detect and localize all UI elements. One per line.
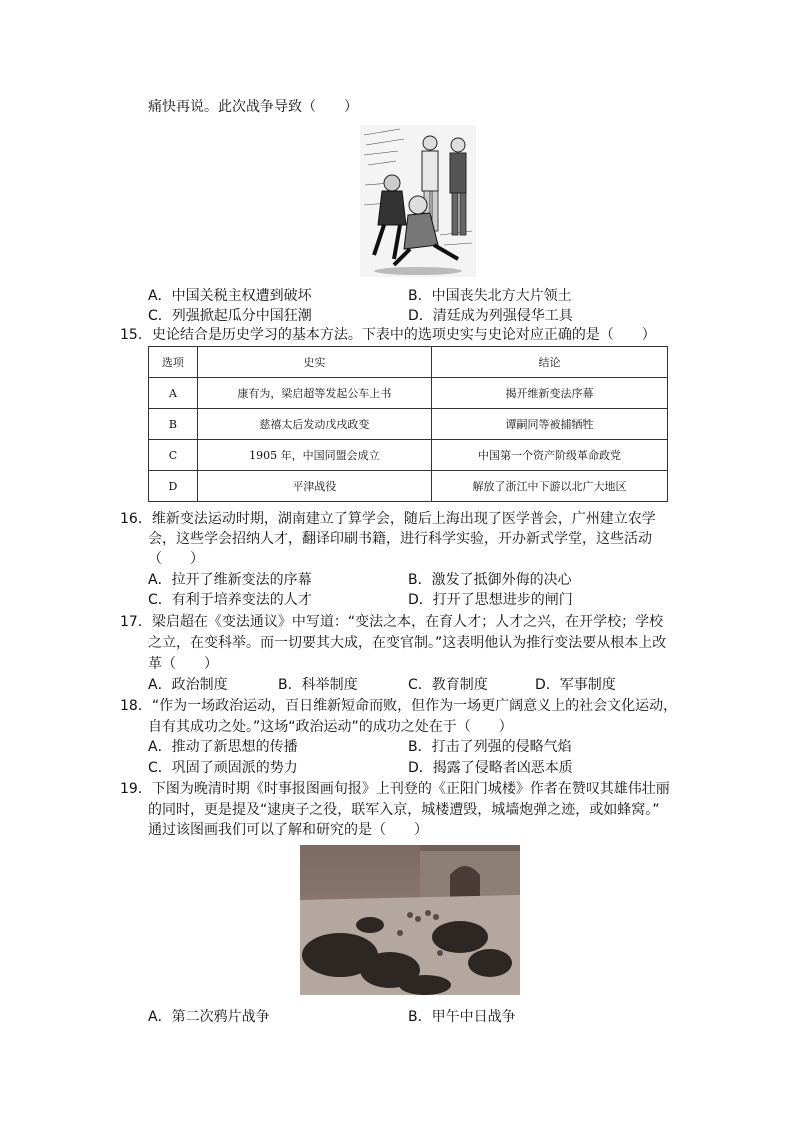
q19-stem-line2: 的同时，更是提及“逮庚子之役，联军入京，城楼遭毁，城墙炮弹之迹，或如蜂窝。” [148,802,660,818]
q16-stem-line3: （ ） [148,551,204,567]
table-cell: 中国第一个资产阶级革命政党 [431,440,667,471]
zhengyangmen-gate-photo [300,845,520,995]
table-cell: B [149,409,198,440]
q17-option-b: B．科举制度 [278,677,358,693]
q18-stem-line1: 18．“作为一场政治运动，百日维新短命而败，但作为一场更广阔意义上的社会文化运动， [120,698,678,714]
table-cell: D [149,471,198,502]
table-header: 史实 [197,347,431,378]
q14-stem-tail: 痛快再说。此次战争导致（ ） [148,99,358,115]
q18-option-b: B．打击了列强的侵略气焰 [408,739,572,755]
table-cell: 平津战役 [197,471,431,502]
q17-option-d: D．军事制度 [535,677,616,693]
q16-option-a: A．拉开了维新变法的序幕 [148,572,312,588]
q17-stem-line1: 17．梁启超在《变法通议》中写道：“变法之本，在育人才；人才之兴，在开学校；学校 [120,614,664,630]
history-table [148,346,668,502]
q18-option-a: A．推动了新思想的传播 [148,739,298,755]
q18-option-d: D．揭露了侵略者凶恶本质 [408,760,573,776]
q14-option-d: D．清廷成为列强侵华工具 [408,308,573,324]
table-row [149,378,668,409]
table-cell: 揭开维新变法序幕 [431,378,667,409]
q17-option-a: A．政治制度 [148,677,228,693]
q16-stem-line2: 会，这些学会招纳人才，翻译印刷书籍，进行科学实验，开办新式学堂，这些活动 [148,531,652,547]
q16-option-d: D．打开了思想进步的闸门 [408,592,573,608]
q19-stem-line3: 通过该图画我们可以了解和研究的是（ ） [148,822,428,838]
table-row [149,409,668,440]
table-cell: A [149,378,198,409]
q15-stem: 15．史论结合是历史学习的基本方法。下表中的选项史实与史论对应正确的是（ ） [120,327,656,343]
cartoon-illustration [360,125,476,277]
q19-option-a: A．第二次鸦片战争 [148,1009,270,1025]
q17-stem-line2: 之立，在变科举。而一切要其大成，在变官制。”这表明他认为推行变法要从根本上改 [148,635,667,651]
q18-option-c: C．巩固了顽固派的势力 [148,760,298,776]
table-cell: 慈禧太后发动戊戌政变 [197,409,431,440]
table-header: 选项 [149,347,198,378]
q14-option-c: C．列强掀起瓜分中国狂潮 [148,308,312,324]
table-cell: 谭嗣同等被捕牺牲 [431,409,667,440]
table-header-row [149,347,668,378]
q16-option-b: B．激发了抵御外侮的决心 [408,572,572,588]
table-header: 结论 [431,347,667,378]
q19-option-b: B．甲午中日战争 [408,1009,516,1025]
q17-stem-line3: 革（ ） [148,656,218,672]
q19-stem-line1: 19．下图为晚清时期《时事报图画旬报》上刊登的《正阳门城楼》作者在赞叹其雄伟壮丽 [120,781,670,797]
q17-option-c: C．教育制度 [408,677,488,693]
table-cell: 解放了浙江中下游以北广大地区 [431,471,667,502]
table-row [149,440,668,471]
q18-stem-line2: 自有其成功之处。”这场“政治运动”的成功之处在于（ ） [148,719,513,735]
q14-option-a: A．中国关税主权遭到破坏 [148,288,312,304]
q14-option-b: B．中国丧失北方大片领土 [408,288,572,304]
table-cell: 1905 年，中国同盟会成立 [197,440,431,471]
table-cell: C [149,440,198,471]
q16-option-c: C．有利于培养变法的人才 [148,592,312,608]
table-cell: 康有为，梁启超等发起公车上书 [197,378,431,409]
q16-stem-line1: 16．维新变法运动时期，湖南建立了算学会，随后上海出现了医学普会，广州建立农学 [120,511,656,527]
table-row [149,471,668,502]
